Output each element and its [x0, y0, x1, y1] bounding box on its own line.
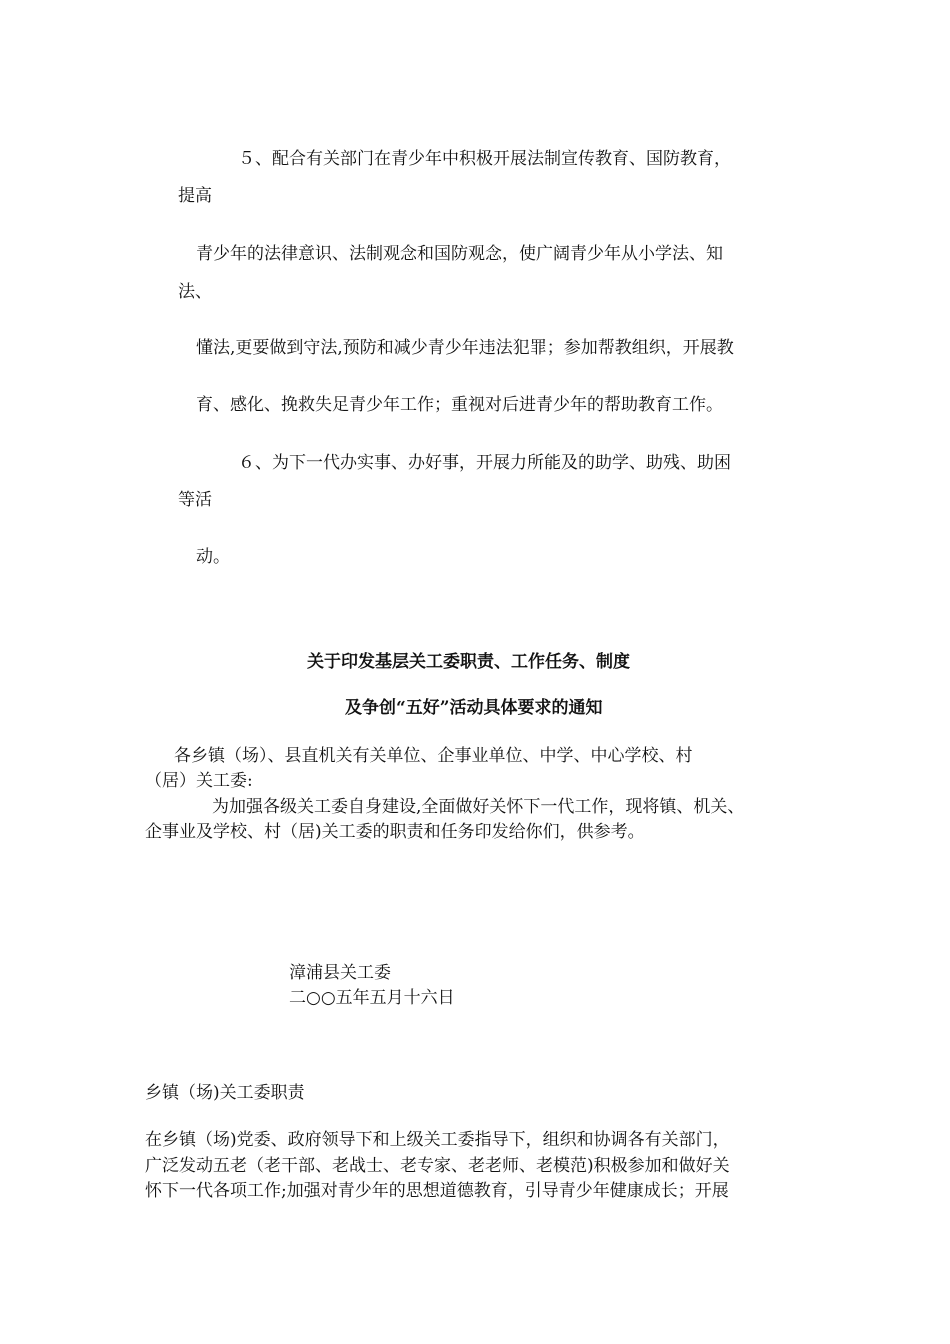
duties-heading: 乡镇（场)关工委职责 [145, 1083, 305, 1103]
notice-body-line1: 为加强各级关工委自身建设,全面做好关怀下一代工作，现将镇、机关、 [212, 797, 745, 817]
item5-line3: 懂法,更要做到守法,预防和减少青少年违法犯罪；参加帮教组织，开展教 [196, 338, 734, 358]
item5-line1: ５、配合有关部门在青少年中积极开展法制宣传教育、国防教育， [238, 149, 731, 169]
item6-line2: 动。 [196, 547, 230, 567]
item6-line1: ６、为下一代办实事、办好事，开展力所能及的助学、助残、助困 [238, 453, 731, 473]
item5-line2-wrap: 法、 [178, 282, 212, 302]
item5-line1-wrap: 提高 [178, 186, 212, 206]
duties-para-line1: 在乡镇（场)党委、政府领导下和上级关工委指导下，组织和协调各有关部门， [145, 1130, 730, 1150]
notice-title-line1: 关于印发基层关工委职责、工作任务、制度 [307, 652, 630, 672]
duties-para-line3: 怀下一代各项工作;加强对青少年的思想道德教育，引导青少年健康成长；开展 [145, 1181, 729, 1201]
item6-line1-wrap: 等活 [178, 490, 212, 510]
duties-para-line2: 广泛发动五老（老干部、老战士、老专家、老老师、老模范)积极参加和做好关 [145, 1156, 730, 1176]
notice-title-line2: 及争创“五好”活动具体要求的通知 [345, 698, 603, 718]
item5-line4: 育、感化、挽救失足青少年工作；重视对后进青少年的帮助教育工作。 [196, 395, 723, 415]
notice-recipients-line2: （居）关工委: [145, 771, 253, 791]
notice-recipients-line1: 各乡镇（场）、县直机关有关单位、企事业单位、中学、中心学校、村 [174, 746, 693, 766]
notice-body-line2: 企事业及学校、村（居)关工委的职责和任务印发给你们，供参考。 [145, 822, 645, 842]
item5-line2: 青少年的法律意识、法制观念和国防观念，使广阔青少年从小学法、知 [196, 244, 723, 264]
signature-date: 二○○五年五月十六日 [289, 988, 455, 1008]
signature-org: 漳浦县关工委 [289, 963, 391, 983]
